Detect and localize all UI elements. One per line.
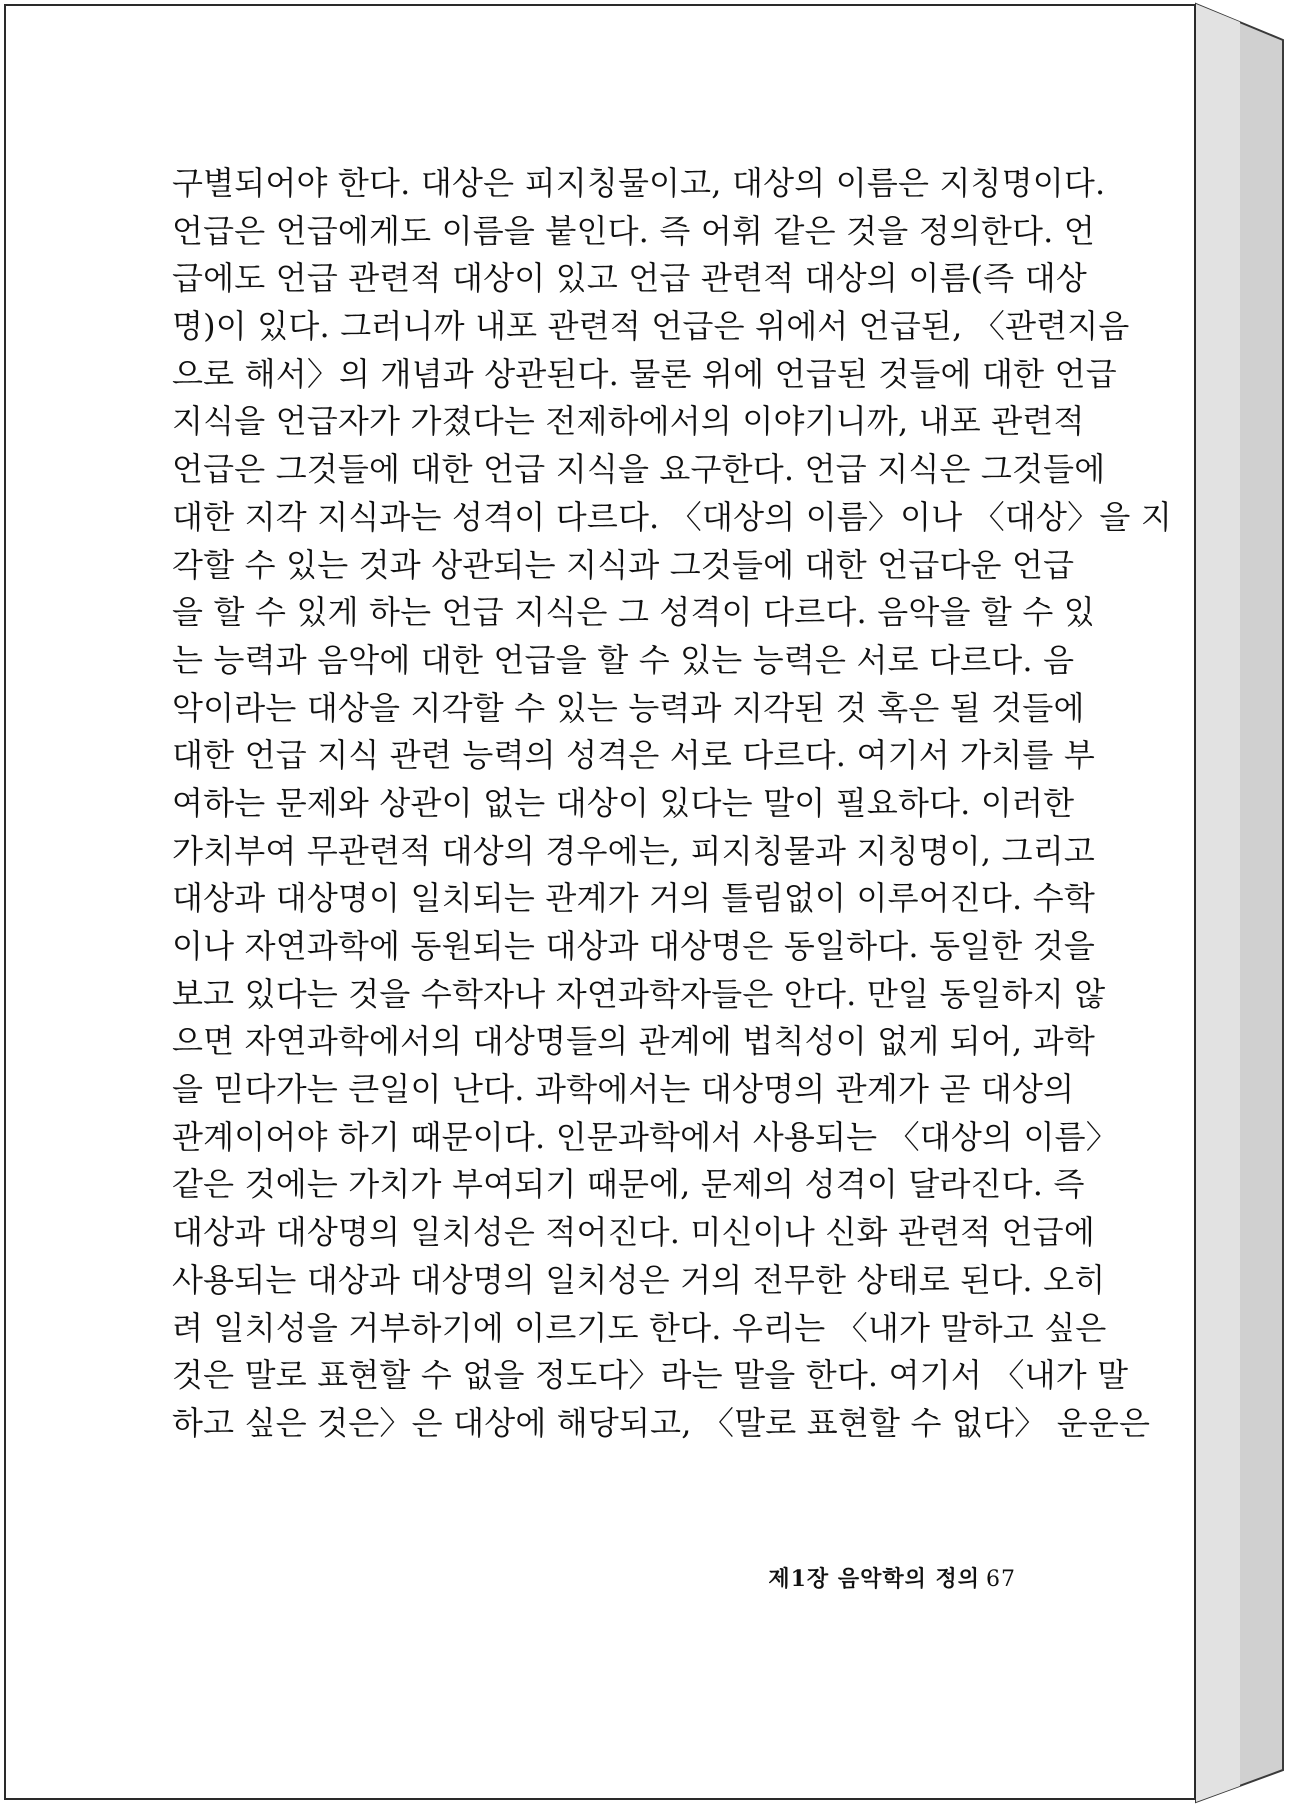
text-line: 각할 수 있는 것과 상관되는 지식과 그것들에 대한 언급다운 언급 — [172, 545, 1075, 584]
text-line: 사용되는 대상과 대상명의 일치성은 거의 전무한 상태로 된다. 오히 — [172, 1260, 1106, 1299]
text-line: 같은 것에는 가치가 부여되기 때문에, 문제의 성격이 달라진다. 즉 — [172, 1165, 1085, 1204]
text-line: 는 능력과 음악에 대한 언급을 할 수 있는 능력은 서로 다르다. 음 — [172, 640, 1075, 679]
text-line: 대한 지각 지식과는 성격이 다르다. 〈대상의 이름〉이나 〈대상〉을 지 — [172, 497, 1172, 536]
text-line: 언급은 언급에게도 이름을 붙인다. 즉 어휘 같은 것을 정의한다. 언 — [172, 211, 1096, 250]
text-line: 것은 말로 표현할 수 없을 정도다〉라는 말을 한다. 여기서 〈내가 말 — [172, 1356, 1129, 1395]
text-line: 려 일치성을 거부하기에 이르기도 한다. 우리는 〈내가 말하고 싶은 — [172, 1308, 1107, 1347]
body-text — [172, 160, 1172, 1448]
text-line: 대상과 대상명이 일치되는 관계가 거의 틀림없이 이루어진다. 수학 — [172, 879, 1096, 918]
text-line: 대상과 대상명의 일치성은 적어진다. 미신이나 신화 관련적 언급에 — [172, 1213, 1096, 1252]
text-line: 명)이 있다. 그러니까 내포 관련적 언급은 위에서 언급된, 〈관련지음 — [172, 307, 1130, 346]
text-line: 을 믿다가는 큰일이 난다. 과학에서는 대상명의 관계가 곧 대상의 — [172, 1070, 1075, 1109]
text-line: 대한 언급 지식 관련 능력의 성격은 서로 다르다. 여기서 가치를 부 — [172, 736, 1096, 775]
chapter-title: 제1장 음악학의 정의 — [768, 1566, 980, 1592]
text-line: 구별되어야 한다. 대상은 피지칭물이고, 대상의 이름은 지칭명이다. — [172, 164, 1106, 202]
text-line: 급에도 언급 관련적 대상이 있고 언급 관련적 대상의 이름(즉 대상 — [172, 259, 1087, 298]
text-line: 관계이어야 하기 때문이다. 인문과학에서 사용되는 〈대상의 이름〉 — [172, 1117, 1118, 1156]
text-line: 을 할 수 있게 하는 언급 지식은 그 성격이 다르다. 음악을 할 수 있 — [172, 593, 1096, 632]
text-line: 으면 자연과학에서의 대상명들의 관계에 법칙성이 없게 되어, 과학 — [172, 1022, 1096, 1061]
text-line: 언급은 그것들에 대한 언급 지식을 요구한다. 언급 지식은 그것들에 — [172, 450, 1106, 489]
text-line: 지식을 언급자가 가졌다는 전제하에서의 이야기니까, 내포 관련적 — [172, 402, 1085, 441]
running-footer — [740, 1562, 1016, 1593]
text-line: 하고 싶은 것은〉은 대상에 해당되고, 〈말로 표현할 수 없다〉 운운은 — [172, 1403, 1151, 1442]
text-line: 악이라는 대상을 지각할 수 있는 능력과 지각된 것 혹은 될 것들에 — [172, 688, 1085, 727]
page-number: 67 — [986, 1567, 1016, 1592]
text-line: 여하는 문제와 상관이 없는 대상이 있다는 말이 필요하다. 이러한 — [172, 783, 1075, 822]
text-line: 이나 자연과학에 동원되는 대상과 대상명은 동일하다. 동일한 것을 — [172, 927, 1096, 965]
text-line: 으로 해서〉의 개념과 상관된다. 물론 위에 언급된 것들에 대한 언급 — [172, 354, 1117, 393]
text-line: 보고 있다는 것을 수학자나 자연과학자들은 안다. 만일 동일하지 않 — [172, 974, 1106, 1013]
text-line: 가치부여 무관련적 대상의 경우에는, 피지칭물과 지칭명이, 그리고 — [172, 831, 1096, 870]
